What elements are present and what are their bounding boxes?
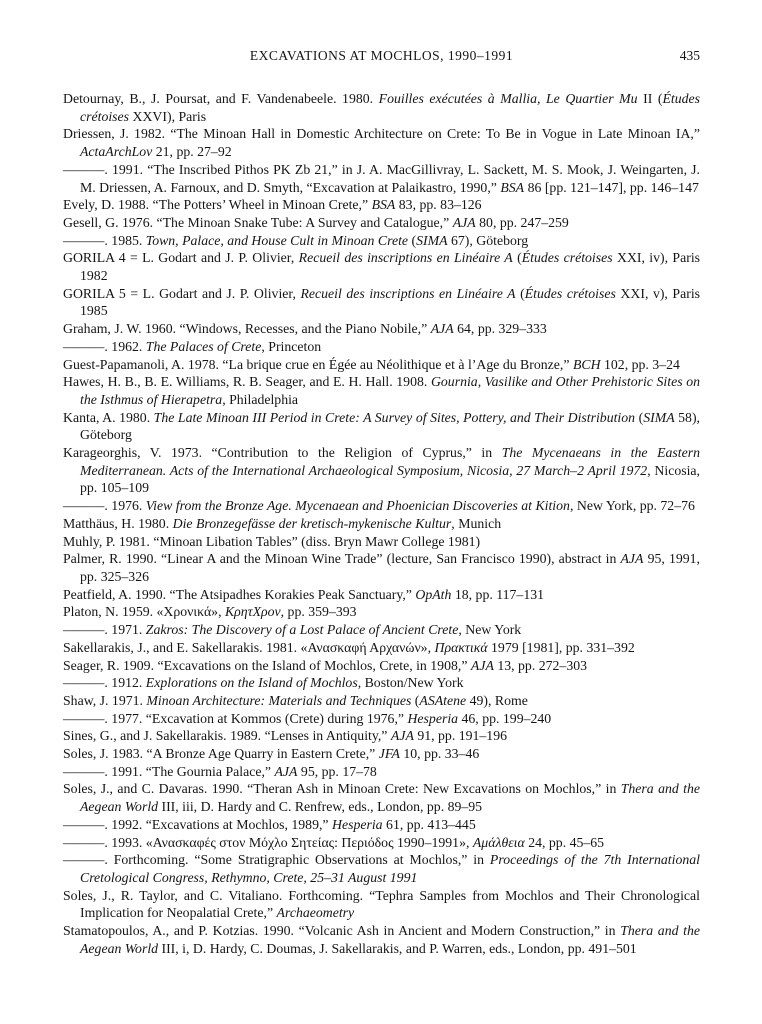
entry-text: , Munich <box>451 515 502 531</box>
entry-text: 1979 [1981], pp. 331–392 <box>487 639 635 655</box>
entry-text: III, iii, D. Hardy and C. Renfrew, eds., London, pp. 89–95 <box>158 799 483 815</box>
entry-title-text: BSA <box>371 197 396 213</box>
entry-title-text: Zakros: The Discovery of a Lost Palace of Ancient Crete <box>145 622 459 638</box>
entry-text: ( <box>411 692 420 708</box>
entry-text: ———. 1992. “Excavations at Mochlos, 1989,” <box>63 816 332 832</box>
entry-text: 61, pp. 413–445 <box>382 816 476 832</box>
entry-text: III, i, D. Hardy, C. Doumas, J. Sakellarakis, and P. Warren, eds., London, pp. 491–501 <box>158 940 637 956</box>
entry-text: 64, pp. 329–333 <box>453 321 547 337</box>
bibliography-entry <box>63 603 700 621</box>
entry-title-text: View from the Bronze Age. Mycenaean and Phoenician Discoveries at Kition <box>145 498 570 514</box>
entry-text: ———. Forthcoming. “Some Stratigraphic Observations at Mochlos,” in <box>63 852 490 868</box>
entry-title-text: Thera and the Aegean World <box>80 781 700 815</box>
entry-text: ———. 1993. «Ανασκαφές στον Μόχλο Σητείας: Περιόδος 1990–1991», <box>63 834 473 850</box>
bibliography-entry <box>63 409 700 444</box>
entry-text: 13, pp. 272–303 <box>493 657 588 673</box>
bibliography-entry <box>63 356 700 374</box>
bibliography-entry <box>63 922 700 957</box>
entry-text: Soles, J., R. Taylor, and C. Vitaliano. Forthcoming. “Tephra Samples from Mochlos and Their Chronological Implication for Neopalatial Crete,” <box>63 887 700 921</box>
entry-title-text: Hesperia <box>407 710 459 726</box>
bibliography-list <box>63 90 700 957</box>
bibliography-entry <box>63 727 700 745</box>
entry-text: ( <box>408 232 417 248</box>
entry-text: Guest-Papamanoli, A. 1978. “La brique crue en Égée au Néolithique et à l’Age du Bronze,” <box>63 356 573 372</box>
entry-text: Sakellarakis, J., and E. Sakellarakis. 1981. «Ανασκαφή Αρχανών», <box>63 639 435 655</box>
bibliography-entry <box>63 515 700 533</box>
entry-text: 10, pp. 33–46 <box>399 746 480 762</box>
entry-text: 49), Rome <box>466 692 528 708</box>
entry-text: 24, pp. 45–65 <box>524 834 605 850</box>
entry-title-text: Études crétoises <box>521 250 613 266</box>
entry-text: , Philadelphia <box>222 391 299 407</box>
bibliography-entry <box>63 550 700 585</box>
entry-title-text: Thera and the Aegean World <box>80 923 700 956</box>
bibliography-entry <box>63 745 700 763</box>
entry-title-text: SIMA <box>643 409 675 425</box>
entry-text: Soles, J., and C. Davaras. 1990. “Theran Ash in Minoan Crete: New Excavations on Mochlos,” in <box>63 781 621 797</box>
entry-title-text: Fouilles exécutées à Mallia, Le Quartier Mu <box>378 91 638 106</box>
entry-title-text: AJA <box>430 321 454 337</box>
bibliography-entry <box>63 497 700 515</box>
entry-title-text: Hesperia <box>332 816 383 832</box>
entry-title-text: BCH <box>572 356 601 372</box>
bibliography-entry <box>63 232 700 250</box>
bibliography-entry <box>63 533 700 551</box>
entry-text: Matthäus, H. 1980. <box>63 515 173 531</box>
entry-title-text: OpAth <box>415 586 452 602</box>
entry-text: , New York, pp. 72–76 <box>569 498 695 514</box>
bibliography-entry <box>63 586 700 604</box>
entry-text: Seager, R. 1909. “Excavations on the Island of Mochlos, Crete, in 1908,” <box>63 657 471 673</box>
entry-title-text: ΚρητΧρον <box>224 604 281 620</box>
bibliography-entry <box>63 285 700 320</box>
bibliography-entry <box>63 196 700 214</box>
entry-title-text: The Palaces of Crete <box>145 338 262 354</box>
entry-title-text: JFA <box>378 746 400 762</box>
entry-text: Gesell, G. 1976. “The Minoan Snake Tube: A Survey and Catalogue,” <box>63 214 453 230</box>
bibliography-entry <box>63 90 700 125</box>
entry-text: 102, pp. 3–24 <box>600 356 680 372</box>
bibliography-entry <box>63 710 700 728</box>
entry-title-text: Die Bronzegefässe der kretisch-mykenische Kultur <box>172 515 452 531</box>
entry-text: 67), Göteborg <box>447 232 529 248</box>
entry-title-text: ActaArchLov <box>80 144 153 160</box>
bibliography-entry <box>63 851 700 886</box>
entry-text: Evely, D. 1988. “The Potters’ Wheel in Minoan Crete,” <box>63 197 372 213</box>
page-header <box>63 48 700 64</box>
entry-text: XXVI), Paris <box>129 108 207 124</box>
entry-text: ( <box>512 250 522 266</box>
entry-title-text: Explorations on the Island of Mochlos <box>145 675 358 691</box>
page-number: 435 <box>679 48 700 63</box>
entry-text: ———. 1991. “The Inscribed Pithos PK Zb 21,” in J. A. MacGillivray, L. Sackett, M. S. Mook, J. Weingarten, J. M. Driessen, A. Farnoux, and D. Smyth, “Excavation at Palaikastro, 1990,” <box>63 161 700 195</box>
entry-text: 58), Göteborg <box>80 409 700 443</box>
entry-text: GORILA 4 = L. Godart and J. P. Olivier, <box>63 250 299 266</box>
entry-title-text: Recueil des inscriptions en Linéaire A <box>300 285 516 301</box>
entry-text: 95, pp. 17–78 <box>297 763 377 779</box>
entry-text: Kanta, A. 1980. <box>63 409 154 425</box>
entry-title-text: Minoan Architecture: Materials and Techniques <box>146 692 412 708</box>
entry-text: Graham, J. W. 1960. “Windows, Recesses, and the Piano Nobile,” <box>63 321 431 337</box>
bibliography-entry <box>63 780 700 815</box>
entry-text: Platon, N. 1959. «Χρονικά», <box>63 604 225 620</box>
entry-text: Shaw, J. 1971. <box>63 692 147 708</box>
entry-text: ———. 1976. <box>63 498 146 514</box>
entry-title-text: AJA <box>470 657 494 673</box>
entry-text: 95, 1991, pp. 325–326 <box>80 551 700 584</box>
bibliography-entry <box>63 621 700 639</box>
entry-text: Sines, G., and J. Sakellarakis. 1989. “Lenses in Antiquity,” <box>63 728 391 744</box>
bibliography-entry <box>63 320 700 338</box>
bibliography-entry <box>63 692 700 710</box>
entry-title-text: BSA <box>500 179 525 195</box>
entry-title-text: AJA <box>390 728 414 744</box>
entry-text: , Nicosia, pp. 105–109 <box>80 462 701 496</box>
entry-title-text: AJA <box>620 551 644 567</box>
entry-title-text: Études crétoises <box>524 285 616 301</box>
bibliography-entry <box>63 214 700 232</box>
entry-title-text: SIMA <box>416 232 448 248</box>
entry-text: , Boston/New York <box>357 675 464 691</box>
entry-text: 91, pp. 191–196 <box>413 728 508 744</box>
bibliography-entry <box>63 338 700 356</box>
bibliography-entry <box>63 657 700 675</box>
entry-text: Hawes, H. B., B. E. Williams, R. B. Seager, and E. H. Hall. 1908. <box>63 374 431 390</box>
entry-text: ———. 1912. <box>63 675 146 691</box>
entry-title-text: Études crétoises <box>80 91 701 124</box>
entry-text: 80, pp. 247–259 <box>475 214 569 230</box>
entry-text: Stamatopoulos, A., and P. Kotzias. 1990. “Volcanic Ash in Ancient and Modern Construction,” in <box>63 923 621 939</box>
entry-title-text: ASAtene <box>419 692 467 708</box>
entry-text: XXI, v), Paris 1985 <box>80 285 701 319</box>
entry-text: ———. 1991. “The Gournia Palace,” <box>63 763 275 779</box>
bibliography-entry <box>63 834 700 852</box>
entry-text: 46, pp. 199–240 <box>458 710 552 726</box>
entry-text: GORILA 5 = L. Godart and J. P. Olivier, <box>63 285 301 301</box>
entry-text: Soles, J. 1983. “A Bronze Age Quarry in Eastern Crete,” <box>63 746 379 762</box>
entry-text: Karageorghis, V. 1973. “Contribution to the Religion of Cyprus,” in <box>63 445 502 461</box>
entry-text: , New York <box>458 622 522 638</box>
entry-text: ———. 1985. <box>63 232 146 248</box>
entry-title-text: Proceedings of the 7th International Cretological Congress, Rethymno, Crete, 25–31 August 1991 <box>80 852 700 885</box>
entry-title-text: The Late Minoan III Period in Crete: A Survey of Sites, Pottery, and Their Distribution <box>153 409 636 425</box>
entry-text: ———. 1962. <box>63 338 146 354</box>
entry-title-text: Πρακτικά <box>434 639 488 655</box>
entry-title-text: AJA <box>452 214 476 230</box>
entry-text: Detournay, B., J. Poursat, and F. Vandenabeele. 1980. <box>63 91 379 106</box>
entry-title-text: Αμάλθεια <box>472 834 525 850</box>
entry-text: , Princeton <box>261 338 322 354</box>
entry-title-text: Gournia, Vasilike and Other Prehistoric Sites on the Isthmus of Hierapetra <box>80 374 700 407</box>
bibliography-entry <box>63 763 700 781</box>
entry-text: ———. 1971. <box>63 622 146 638</box>
entry-text: ( <box>635 409 644 425</box>
bibliography-entry <box>63 639 700 657</box>
bibliography-entry <box>63 816 700 834</box>
entry-text: Muhly, P. 1981. “Minoan Libation Tables” (diss. Bryn Mawr College 1981) <box>63 533 481 549</box>
entry-text: 21, pp. 27–92 <box>152 144 232 160</box>
bibliography-entry <box>63 444 700 497</box>
entry-title-text: Archaeometry <box>276 905 355 921</box>
entry-text: Palmer, R. 1990. “Linear A and the Minoan Wine Trade” (lecture, San Francisco 1990), abstract in <box>63 551 621 567</box>
entry-text: , pp. 359–393 <box>280 604 357 620</box>
bibliography-entry <box>63 125 700 160</box>
entry-text: Peatfield, A. 1990. “The Atsipadhes Korakies Peak Sanctuary,” <box>63 586 416 602</box>
entry-text: II ( <box>637 91 663 106</box>
entry-text: 86 [pp. 121–147], pp. 146–147 <box>524 179 699 195</box>
running-head-title: EXCAVATIONS AT MOCHLOS, 1990–1991 <box>249 48 514 63</box>
bibliography-entry <box>63 373 700 408</box>
entry-title-text: AJA <box>274 763 298 779</box>
entry-text: ( <box>515 285 525 301</box>
entry-text: 18, pp. 117–131 <box>451 586 545 602</box>
bibliography-entry <box>63 249 700 284</box>
bibliography-entry <box>63 887 700 922</box>
entry-text: 83, pp. 83–126 <box>395 197 482 213</box>
bibliography-entry <box>63 161 700 196</box>
entry-title-text: Town, Palace, and House Cult in Minoan Crete <box>145 232 409 248</box>
entry-text: Driessen, J. 1982. “The Minoan Hall in Domestic Architecture on Crete: To Be in Vogue in Late Minoan IA,” <box>63 126 700 142</box>
entry-text: XXI, iv), Paris 1982 <box>80 250 701 284</box>
entry-title-text: Recueil des inscriptions en Linéaire A <box>298 250 513 266</box>
bibliography-entry <box>63 674 700 692</box>
entry-title-text: The Mycenaeans in the Eastern Mediterranean. Acts of the International Archaeological Symposium, Nicosia, 27 March–2 April 1972 <box>80 445 700 478</box>
entry-text: ———. 1977. “Excavation at Kommos (Crete) during 1976,” <box>63 710 408 726</box>
